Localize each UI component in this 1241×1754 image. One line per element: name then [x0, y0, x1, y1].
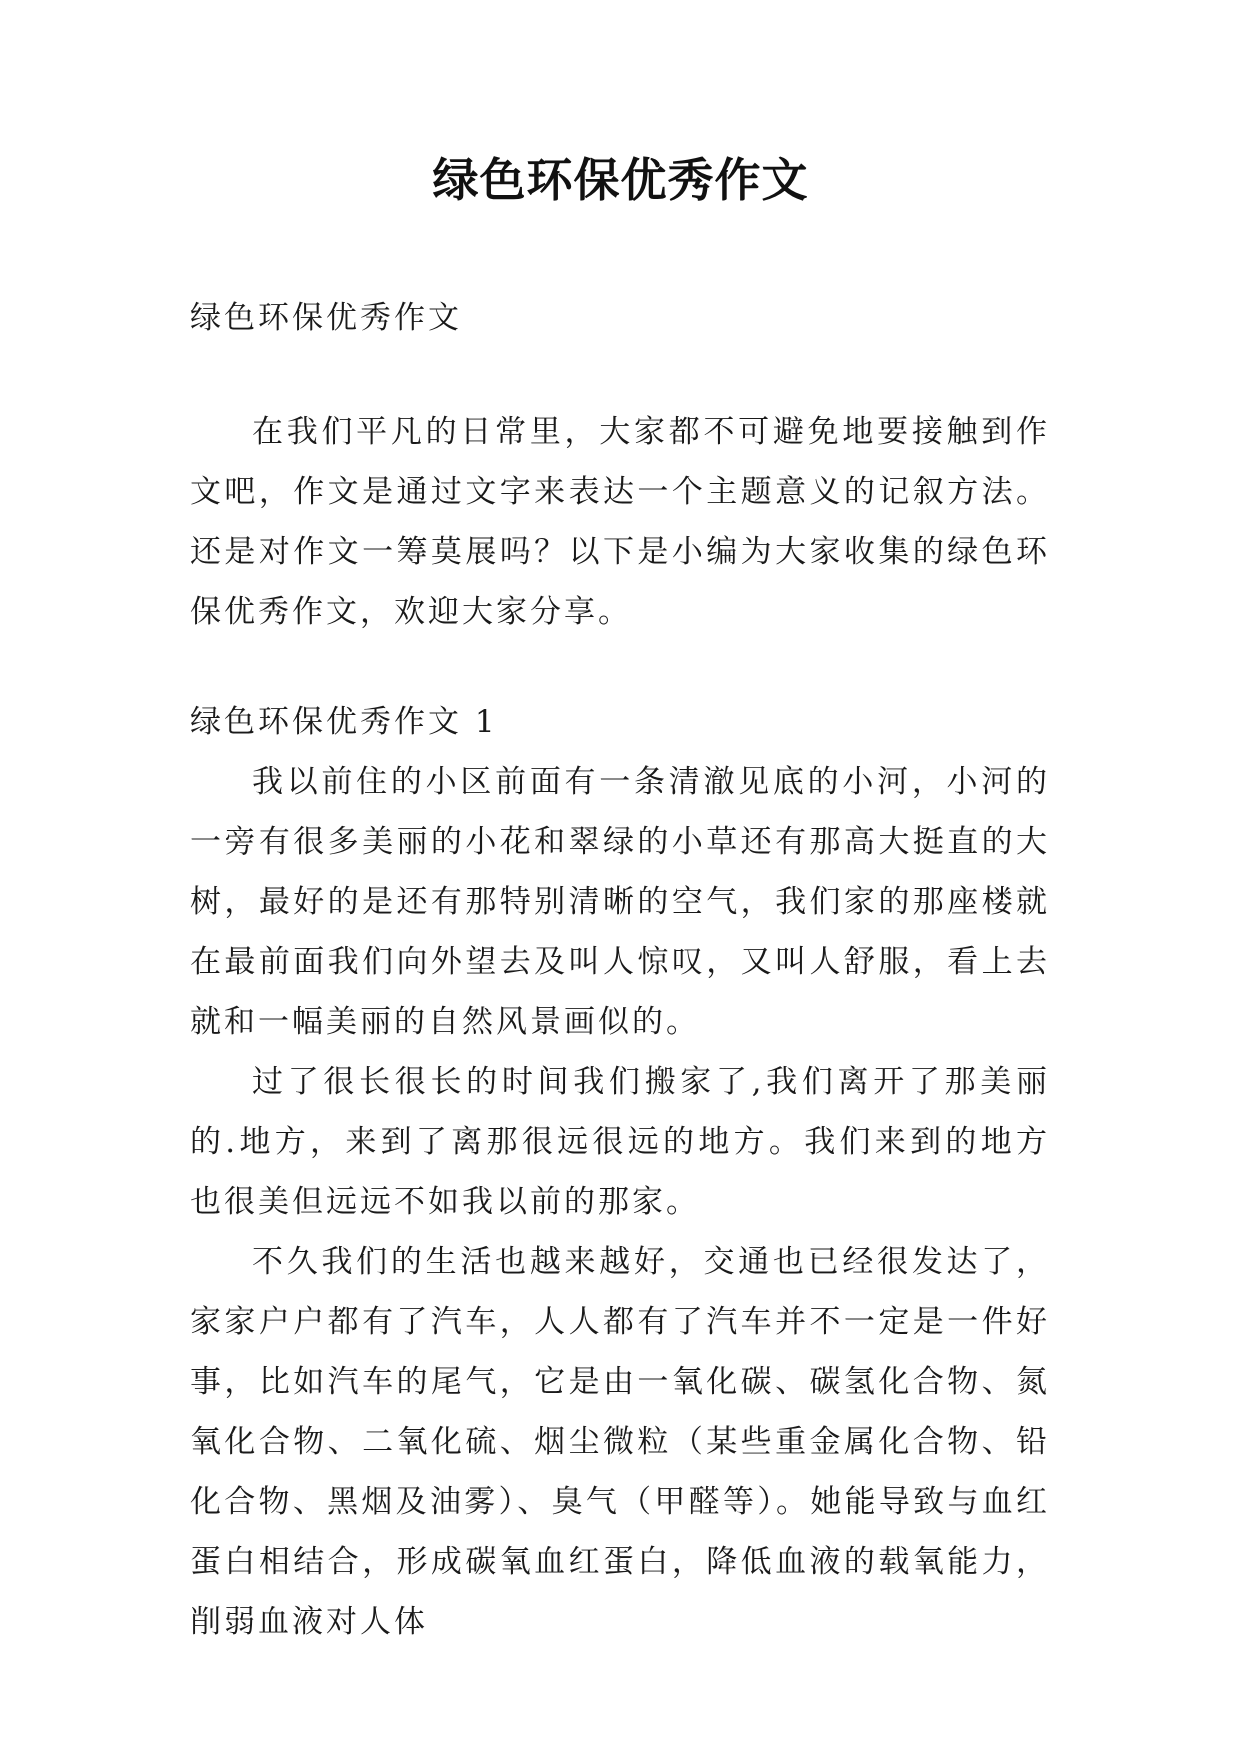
essay-paragraph: 不久我们的生活也越来越好，交通也已经很发达了，家家户户都有了汽车，人人都有了汽车并不一定是一件好事，比如汽车的尾气，它是由一氧化碳、碳氢化合物、氮氧化合物、二氧化硫、烟尘微粒（某些重金属化合物、铅化合物、黑烟及油雾）、臭气（甲醛等）。她能导致与血红蛋白相结合，形成碳氧血红蛋白，降低血液的载氧能力，削弱血液对人体	[190, 1244, 1050, 1640]
essay-paragraph: 过了很长很长的时间我们搬家了,我们离开了那美丽的.地方，来到了离那很远很远的地方。我们来到的地方也很美但远远不如我以前的那家。	[190, 1064, 1050, 1220]
document-title: 绿色环保优秀作文	[432, 153, 809, 207]
essay-body	[190, 752, 1050, 1652]
intro-section	[190, 402, 1050, 642]
section-heading: 绿色环保优秀作文 1	[190, 704, 498, 740]
essay-paragraph: 我以前住的小区前面有一条清澈见底的小河，小河的一旁有很多美丽的小花和翠绿的小草还有那高大挺直的大树，最好的是还有那特别清晰的空气，我们家的那座楼就在最前面我们向外望去及叫人惊叹，又叫人舒服，看上去就和一幅美丽的自然风景画似的。	[190, 764, 1050, 1040]
document-subtitle: 绿色环保优秀作文	[190, 300, 462, 336]
intro-paragraph: 在我们平凡的日常里，大家都不可避免地要接触到作文吧，作文是通过文字来表达一个主题意义的记叙方法。还是对作文一筹莫展吗？以下是小编为大家收集的绿色环保优秀作文，欢迎大家分享。	[190, 414, 1050, 630]
